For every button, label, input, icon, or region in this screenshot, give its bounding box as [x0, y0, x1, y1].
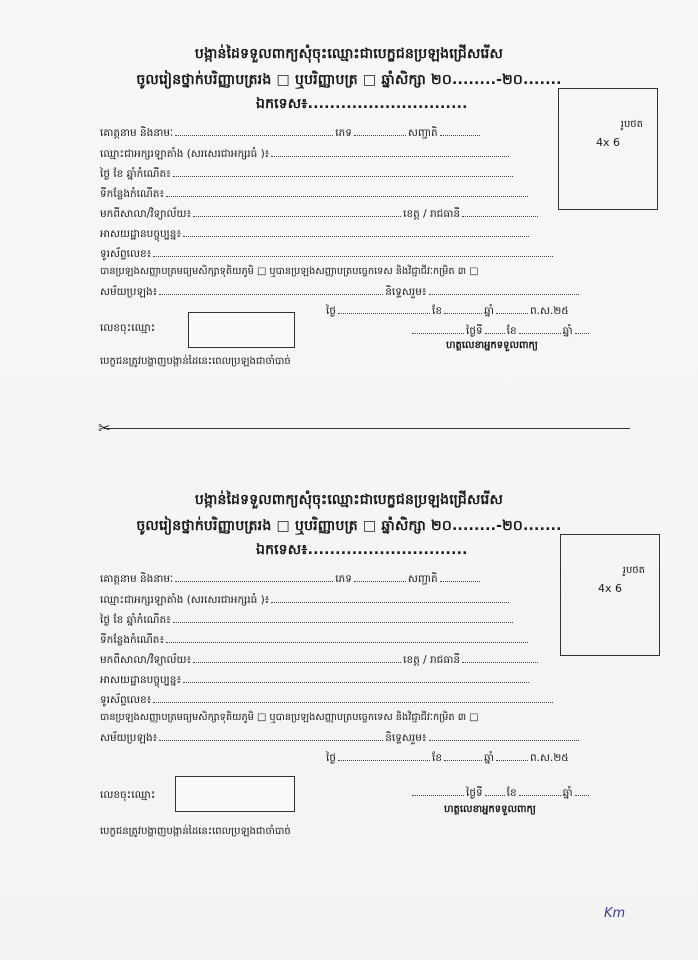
day-field[interactable]: [338, 749, 430, 761]
nationality-field[interactable]: [440, 124, 480, 136]
birthplace-label: ទីកន្លែងកំណើត៖: [100, 634, 165, 646]
cut-line: [104, 428, 630, 429]
certificate-row: [100, 264, 478, 280]
session-row: [100, 729, 581, 745]
school-row: [100, 651, 540, 667]
nationality-label: សញ្ជាតិ: [407, 573, 438, 585]
session-field[interactable]: [159, 729, 383, 741]
date-row: [326, 302, 569, 318]
slip-specialty: ឯកទេស៖.............................: [256, 96, 468, 112]
slip-title: បង្កាន់ដៃទទួលពាក្យសុំចុះឈ្មោះជាបេក្ខជនប្រឡងជ្រើសរើស: [194, 46, 504, 62]
receiver-signature-label: ហត្ថលេខាអ្នកទទួលពាក្យ: [446, 340, 538, 351]
phone-label: ទូរស័ព្ទលេខ៖: [100, 694, 152, 706]
phone-row: [100, 691, 555, 707]
session-row: [100, 283, 581, 299]
day-label: ថ្ងៃ: [326, 752, 336, 764]
receipt-slip-top: [0, 0, 698, 380]
birthplace-field[interactable]: [166, 631, 528, 643]
latin-name-row: [100, 591, 511, 607]
month-field[interactable]: [444, 302, 482, 314]
year2-field[interactable]: [575, 784, 589, 796]
receive-date-row: [410, 322, 591, 338]
name-row: [100, 124, 482, 140]
birthplace-row: [100, 631, 530, 647]
month2-field[interactable]: [519, 784, 561, 796]
sex-field[interactable]: [354, 124, 406, 136]
session-field[interactable]: [159, 283, 383, 295]
reg-no-label: លេខចុះឈ្មោះ: [100, 322, 156, 334]
reg-no-box[interactable]: [175, 776, 295, 812]
grade-field[interactable]: [429, 283, 579, 295]
dob-field[interactable]: [173, 165, 513, 177]
dob-field[interactable]: [173, 611, 513, 623]
day-field[interactable]: [338, 302, 430, 314]
reg-no-box[interactable]: [188, 312, 295, 348]
nationality-field[interactable]: [440, 570, 480, 582]
slip-note: បេក្ខជនត្រូវបង្ហាញបង្កាន់ដៃនេះពេលប្រឡងជាចាំបាច់: [100, 826, 291, 837]
province-field[interactable]: [462, 205, 538, 217]
dob-label: ថ្ងៃ ខែ ឆ្នាំកំណើត៖: [100, 614, 171, 626]
sex-field[interactable]: [354, 570, 406, 582]
year2-label: ឆ្នាំ: [562, 787, 573, 799]
latin-name-field[interactable]: [271, 591, 509, 603]
address-label: អាសយដ្ឋានបច្ចុប្បន្ន៖: [100, 228, 182, 240]
receive-date-lead[interactable]: [412, 322, 464, 334]
day2-field[interactable]: [485, 322, 505, 334]
certificate-row: [100, 710, 478, 726]
birthplace-label: ទីកន្លែងកំណើត៖: [100, 188, 165, 200]
slip-subtitle: ចូលរៀនថ្នាក់បរិញ្ញាបត្ររង □ ឬបរិញ្ញាបត្រ □ ឆ្នាំសិក្សា ២០........-២០.......: [136, 72, 562, 88]
slip-subtitle: ចូលរៀនថ្នាក់បរិញ្ញាបត្ររង □ ឬបរិញ្ញាបត្រ □ ឆ្នាំសិក្សា ២០........-២០.......: [136, 518, 562, 534]
sex-label: ភេទ: [335, 127, 352, 139]
address-row: [100, 225, 531, 241]
month-label: ខែ: [432, 752, 442, 764]
month2-label: ខែ: [506, 325, 517, 337]
year-field[interactable]: [496, 302, 528, 314]
school-row: [100, 205, 540, 221]
surname-name-label: គោត្តនាម និងនាមៈ: [100, 127, 174, 139]
grade-label: និទ្ទេសរួម៖: [385, 732, 427, 744]
slip-note: បេក្ខជនត្រូវបង្ហាញបង្កាន់ដៃនេះពេលប្រឡងជាចាំបាច់: [100, 356, 291, 367]
address-field[interactable]: [183, 225, 529, 237]
phone-row: [100, 245, 555, 261]
slip-specialty: ឯកទេស៖.............................: [256, 542, 468, 558]
handwritten-mark: Km: [604, 906, 626, 921]
province-label: ខេត្ត / រាជធានី: [403, 654, 460, 666]
certificate-label: បានប្រឡងសញ្ញាបត្រមធ្យមសិក្សាទុតិយភូមិ □ ឬបានប្រឡងសញ្ញាបត្របច្ចេកទេស និងវិជ្ជាជីវៈកម្រិត ៣ □: [100, 266, 479, 277]
certificate-label: បានប្រឡងសញ្ញាបត្រមធ្យមសិក្សាទុតិយភូមិ □ ឬបានប្រឡងសញ្ញាបត្របច្ចេកទេស និងវិជ្ជាជីវៈកម្រិត ៣ □: [100, 712, 479, 723]
dob-row: [100, 165, 515, 181]
month2-label: ខែ: [506, 787, 517, 799]
latin-name-row: [100, 145, 511, 161]
dob-label: ថ្ងៃ ខែ ឆ្នាំកំណើត៖: [100, 168, 171, 180]
address-field[interactable]: [183, 671, 529, 683]
year-label: ឆ្នាំ: [484, 752, 494, 764]
photo-label: រូបថត: [622, 565, 645, 576]
phone-field[interactable]: [153, 245, 553, 257]
name-row: [100, 570, 482, 586]
surname-name-field[interactable]: [175, 570, 333, 582]
era-label: ព.ស.២៥: [530, 305, 569, 317]
session-label: សម័យប្រឡង៖: [100, 732, 158, 744]
day-label: ថ្ងៃ: [326, 305, 336, 317]
year2-label: ឆ្នាំ: [562, 325, 573, 337]
school-label: មកពីសាលា/វិទ្យាល័យ៖: [100, 208, 192, 220]
month-label: ខែ: [432, 305, 442, 317]
phone-field[interactable]: [153, 691, 553, 703]
receipt-slip-bottom: [0, 472, 698, 852]
sex-label: ភេទ: [335, 573, 352, 585]
phone-label: ទូរស័ព្ទលេខ៖: [100, 248, 152, 260]
province-field[interactable]: [462, 651, 538, 663]
day2-field[interactable]: [485, 784, 505, 796]
latin-name-label: ឈ្មោះជាអក្សរឡាតាំង (សរសេរជាអក្សរធំ )៖: [100, 148, 270, 160]
date-row: [326, 749, 569, 765]
day2-label: ថ្ងៃទី: [466, 325, 483, 337]
latin-name-label: ឈ្មោះជាអក្សរឡាតាំង (សរសេរជាអក្សរធំ )៖: [100, 594, 270, 606]
birthplace-field[interactable]: [166, 185, 528, 197]
slip-title: បង្កាន់ដៃទទួលពាក្យសុំចុះឈ្មោះជាបេក្ខជនប្រឡងជ្រើសរើស: [194, 492, 504, 508]
day2-label: ថ្ងៃទី: [466, 787, 483, 799]
school-field[interactable]: [193, 651, 401, 663]
session-label: សម័យប្រឡង៖: [100, 286, 158, 298]
year-label: ឆ្នាំ: [484, 305, 494, 317]
receive-date-lead[interactable]: [412, 784, 464, 796]
grade-label: និទ្ទេសរួម៖: [385, 286, 427, 298]
era-label: ព.ស.២៥: [530, 752, 569, 764]
nationality-label: សញ្ជាតិ: [407, 127, 438, 139]
receive-date-row: [410, 784, 591, 800]
address-row: [100, 671, 531, 687]
year-field[interactable]: [496, 749, 528, 761]
photo-size: 4x 6: [597, 582, 622, 595]
photo-box: [560, 534, 660, 656]
dob-row: [100, 611, 515, 627]
school-label: មកពីសាលា/វិទ្យាល័យ៖: [100, 654, 192, 666]
surname-name-field[interactable]: [175, 124, 333, 136]
photo-label: រូបថត: [620, 119, 643, 130]
province-label: ខេត្ត / រាជធានី: [403, 208, 460, 220]
receiver-signature-label: ហត្ថលេខាអ្នកទទួលពាក្យ: [444, 804, 536, 815]
photo-box: [558, 88, 658, 210]
grade-field[interactable]: [429, 729, 579, 741]
year2-field[interactable]: [575, 322, 589, 334]
latin-name-field[interactable]: [271, 145, 509, 157]
photo-size: 4x 6: [595, 136, 620, 149]
address-label: អាសយដ្ឋានបច្ចុប្បន្ន៖: [100, 674, 182, 686]
month2-field[interactable]: [519, 322, 561, 334]
birthplace-row: [100, 185, 530, 201]
reg-no-label: លេខចុះឈ្មោះ: [100, 789, 156, 801]
school-field[interactable]: [193, 205, 401, 217]
month-field[interactable]: [444, 749, 482, 761]
scissor-icon: ✂: [98, 419, 111, 437]
surname-name-label: គោត្តនាម និងនាមៈ: [100, 573, 174, 585]
